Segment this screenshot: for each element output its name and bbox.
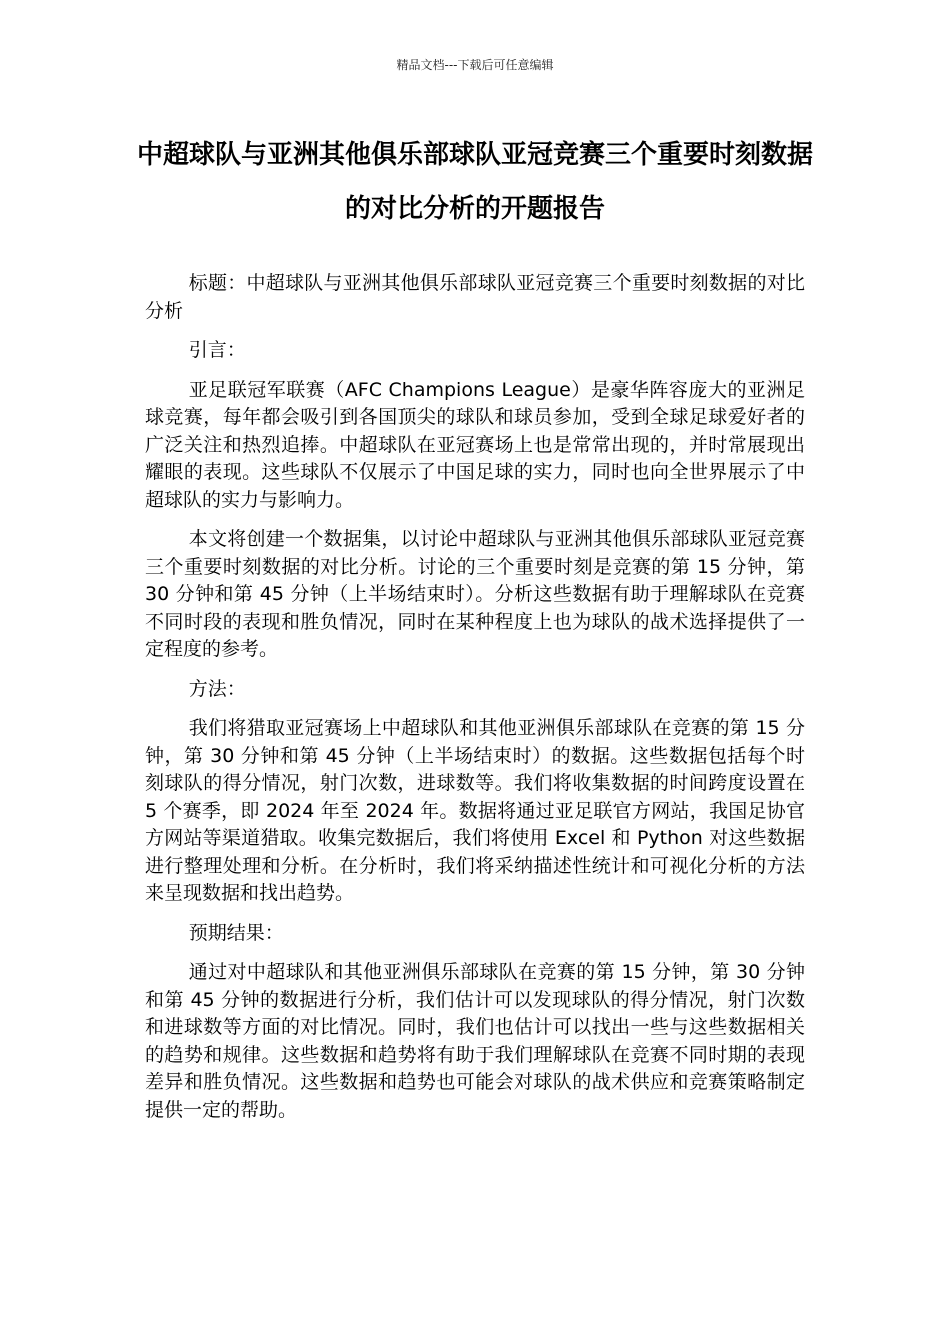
introduction-heading: 引言： bbox=[188, 339, 246, 361]
method-heading: 方法： bbox=[188, 677, 246, 700]
title-line-paragraph: 标题：中超球队与亚洲其他俱乐部球队亚冠竞赛三个重要时刻数据的对比分析 bbox=[145, 272, 805, 322]
method-paragraph: 我们将猎取亚冠赛场上中超球队和其他亚洲俱乐部球队在竞赛的第 15 分钟，第 30 分钟和第 45 分钟（上半场结束时）的数据。这些数据包括每个时刻球队的得分情况，射门次数，进球数等。我们将收集数据的时间跨度设置在 5 个赛季，即 2024 年至 2024 年。数据将通过亚足联官方网站，我国足协官方网站等渠道猎取。收集完数据后，我们将使用 Excel 和 Python 对这些数据进行整理处理和分析。在分析时，我们将采纳描述性统计和可视化分析的方法来呈现数据和找出趋势。 bbox=[145, 717, 805, 904]
header-note: 精品文档---下载后可任意编辑 bbox=[396, 58, 554, 72]
page-title: 中超球队与亚洲其他俱乐部球队亚冠竞赛三个重要时刻数据的对比分析的开题报告 bbox=[136, 140, 813, 224]
purpose-paragraph: 本文将创建一个数据集，以讨论中超球队与亚洲其他俱乐部球队亚冠竞赛三个重要时刻数据的对比分析。讨论的三个重要时刻是竞赛的第 15 分钟，第 30 分钟和第 45 分钟（上半场结束时）。分析这些数据有助于理解球队在竞赛不同时段的表现和胜负情况，同时在某种程度上也为球队的战术选择提供了一定程度的参考。 bbox=[145, 528, 805, 660]
document-body bbox=[145, 270, 805, 1136]
introduction-paragraph: 亚足联冠军联赛（AFC Champions League）是豪华阵容庞大的亚洲足球竞赛，每年都会吸引到各国顶尖的球队和球员参加，受到全球足球爱好者的广泛关注和热烈追捧。中超球队在亚冠赛场上也是常常出现的，并时常展现出耀眼的表现。这些球队不仅展示了中国足球的实力，同时也向全世界展示了中超球队的实力与影响力。 bbox=[145, 378, 805, 511]
expected-results-heading: 预期结果： bbox=[188, 921, 284, 944]
expected-results-paragraph: 通过对中超球队和其他亚洲俱乐部球队在竞赛的第 15 分钟，第 30 分钟和第 45 分钟的数据进行分析，我们估计可以发现球队的得分情况，射门次数和进球数等方面的对比情况。同时，我们也估计可以找出一些与这些数据相关的趋势和规律。这些数据和趋势将有助于我们理解球队在竞赛不同时期的表现差异和胜负情况。这些数据和趋势也可能会对球队的战术供应和竞赛策略制定提供一定的帮助。 bbox=[145, 961, 805, 1121]
